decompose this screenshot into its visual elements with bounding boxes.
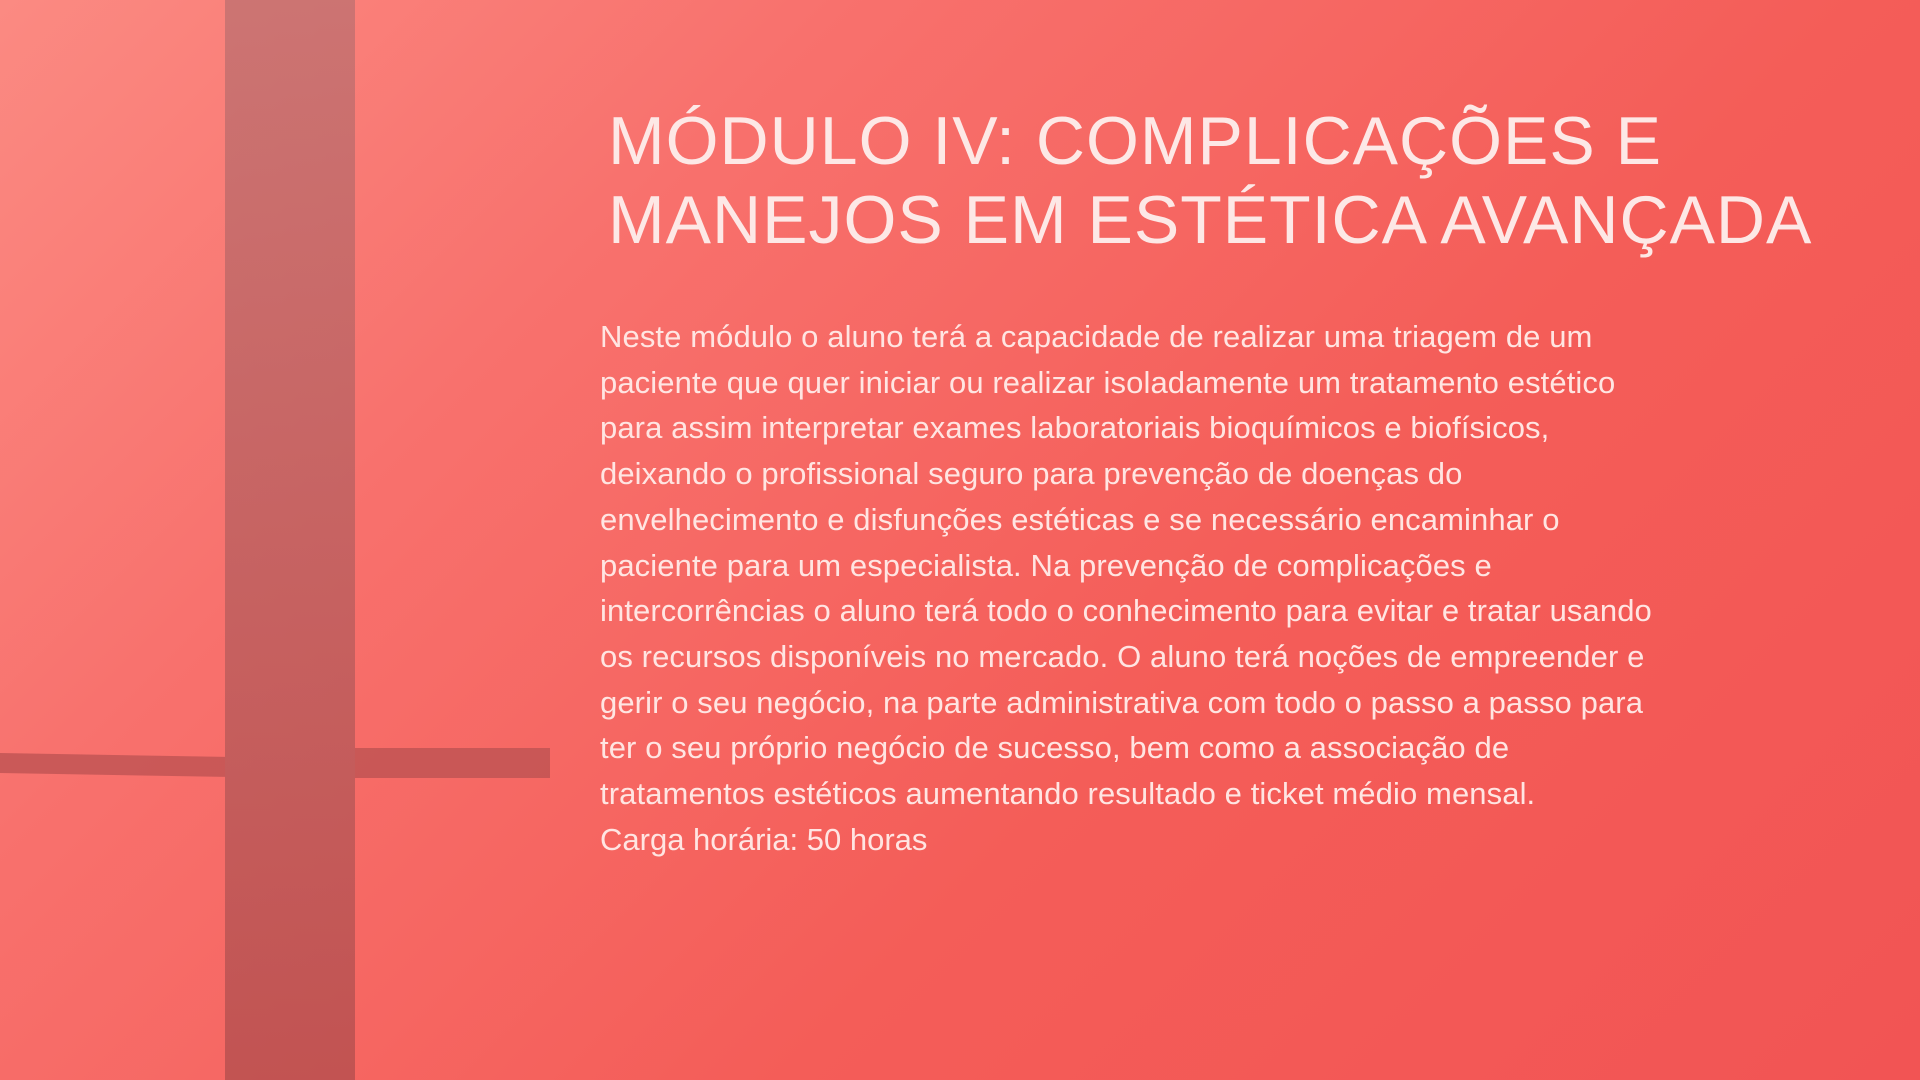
number-four-vertical-stroke xyxy=(225,0,355,1080)
module-description: Neste módulo o aluno terá a capacidade de realizar uma triagem de um paciente que quer iniciar ou realizar isoladamente um tratamento estético para assim interpretar exames laboratoriais bioquímicos e biofísicos, deixando o profissional seguro para prevenção de doenças do envelhecimento e disfunções estéticas e se necessário encaminhar o paciente para um especialista. Na prevenção de complicações e intercorrências o aluno terá todo o conhecimento para evitar e tratar usando os recursos disponíveis no mercado. O aluno terá noções de empreender e gerir o seu negócio, na parte administrativa com todo o passo a passo para ter o seu próprio negócio de sucesso, bem como a associação de tratamentos estéticos aumentando resultado e ticket médio mensal. xyxy=(600,319,1652,812)
module-title-line-1: MÓDULO IV: COMPLICAÇÕES E xyxy=(608,103,1662,179)
module-workload: Carga horária: 50 horas xyxy=(600,821,928,857)
module-title-line-2: MANEJOS EM ESTÉTICA AVANÇADA xyxy=(608,182,1813,258)
module-title xyxy=(608,102,1850,260)
module-content xyxy=(600,102,1850,862)
number-four-crossbar-left xyxy=(0,753,225,777)
number-four-crossbar-right xyxy=(355,748,550,778)
